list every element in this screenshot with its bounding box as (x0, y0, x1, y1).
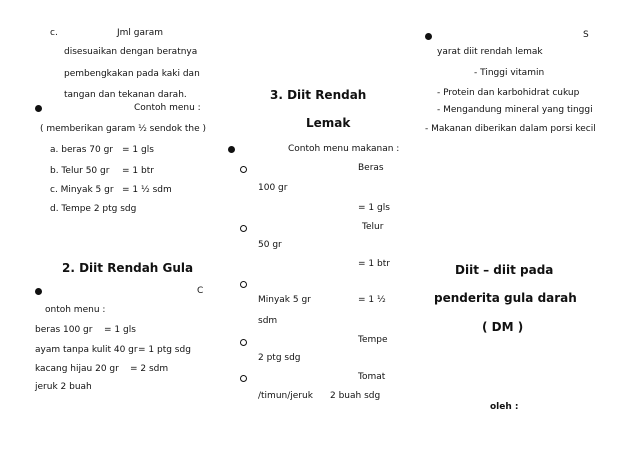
menu-item-value: = 2 sdm (130, 364, 169, 374)
food-item: Minyak 5 gr (258, 295, 311, 305)
food-value: = 1 gls (358, 203, 390, 213)
food-item: Beras (358, 163, 384, 173)
requirement-line: - Mengandung mineral yang tinggi (437, 105, 593, 115)
menu-item-label: a. beras 70 gr (50, 145, 113, 155)
circle-bullet-icon (240, 225, 247, 232)
cover-title-1: Diit – diit pada (455, 263, 554, 277)
menu-title: Contoh menu makanan : (288, 144, 400, 154)
bullet-icon (425, 33, 432, 40)
food-unit: sdm (258, 316, 278, 326)
food-item: Tempe (358, 335, 388, 345)
list-marker-c: c. (50, 28, 58, 38)
section-letter: C (197, 286, 204, 296)
food-item: Telur (362, 222, 384, 232)
menu-item-value: = 1 ½ sdm (122, 185, 172, 195)
menu-title: Contoh menu : (134, 103, 201, 113)
requirement-line: - Makanan diberikan dalam porsi kecil (425, 124, 596, 134)
menu-item-value: = 1 gls (104, 325, 136, 335)
menu-item-label: ayam tanpa kulit 40 gr (35, 345, 138, 355)
circle-bullet-icon (240, 339, 247, 346)
section-heading-gula: 2. Diit Rendah Gula (62, 261, 194, 275)
cover-title-3: ( DM ) (482, 320, 524, 334)
circle-bullet-icon (240, 375, 247, 382)
menu-item-label: kacang hijau 20 gr (35, 364, 119, 374)
body-line: disesuaikan dengan beratnya (64, 47, 198, 57)
requirement-line: - Protein dan karbohidrat cukup (437, 88, 580, 98)
requirement-line: - Tinggi vitamin (474, 68, 545, 78)
menu-item-label: c. Minyak 5 gr (50, 185, 114, 195)
circle-bullet-icon (240, 281, 247, 288)
section-heading-lemak-2: Lemak (306, 116, 351, 130)
bullet-icon (35, 105, 42, 112)
food-value: = 1 btr (358, 259, 390, 269)
menu-item-value: = 1 ptg sdg (138, 345, 191, 355)
menu-item-value: = 1 gls (122, 145, 154, 155)
section-letter: S (583, 30, 589, 40)
menu-item-label: jeruk 2 buah (35, 382, 92, 392)
requirement-line: yarat diit rendah lemak (437, 47, 543, 57)
menu-note: ( memberikan garam ½ sendok the ) (40, 124, 207, 134)
food-value: 2 buah sdg (330, 391, 381, 401)
menu-item-label: beras 100 gr (35, 325, 93, 335)
food-amount: 100 gr (258, 183, 288, 193)
circle-bullet-icon (240, 166, 247, 173)
section-heading-lemak: 3. Diit Rendah (270, 88, 367, 102)
cover-title-2: penderita gula darah (434, 291, 577, 305)
bullet-icon (35, 288, 42, 295)
menu-item-label: d. Tempe 2 ptg sdg (50, 204, 137, 214)
food-amount: 2 ptg sdg (258, 353, 301, 363)
author-label: oleh : (490, 402, 519, 412)
food-value: = 1 ½ (358, 295, 386, 305)
bullet-icon (228, 146, 235, 153)
food-amount: 50 gr (258, 240, 282, 250)
menu-item-value: = 1 btr (122, 166, 154, 176)
body-line: tangan dan tekanan darah. (64, 90, 187, 100)
food-amount: /timun/jeruk (258, 391, 313, 401)
menu-title: ontoh menu : (45, 305, 106, 315)
body-line: pembengkakan pada kaki dan (64, 69, 200, 79)
menu-item-label: b. Telur 50 gr (50, 166, 110, 176)
food-item: Tomat (358, 372, 386, 382)
salt-amount-text: Jml garam (117, 28, 163, 38)
